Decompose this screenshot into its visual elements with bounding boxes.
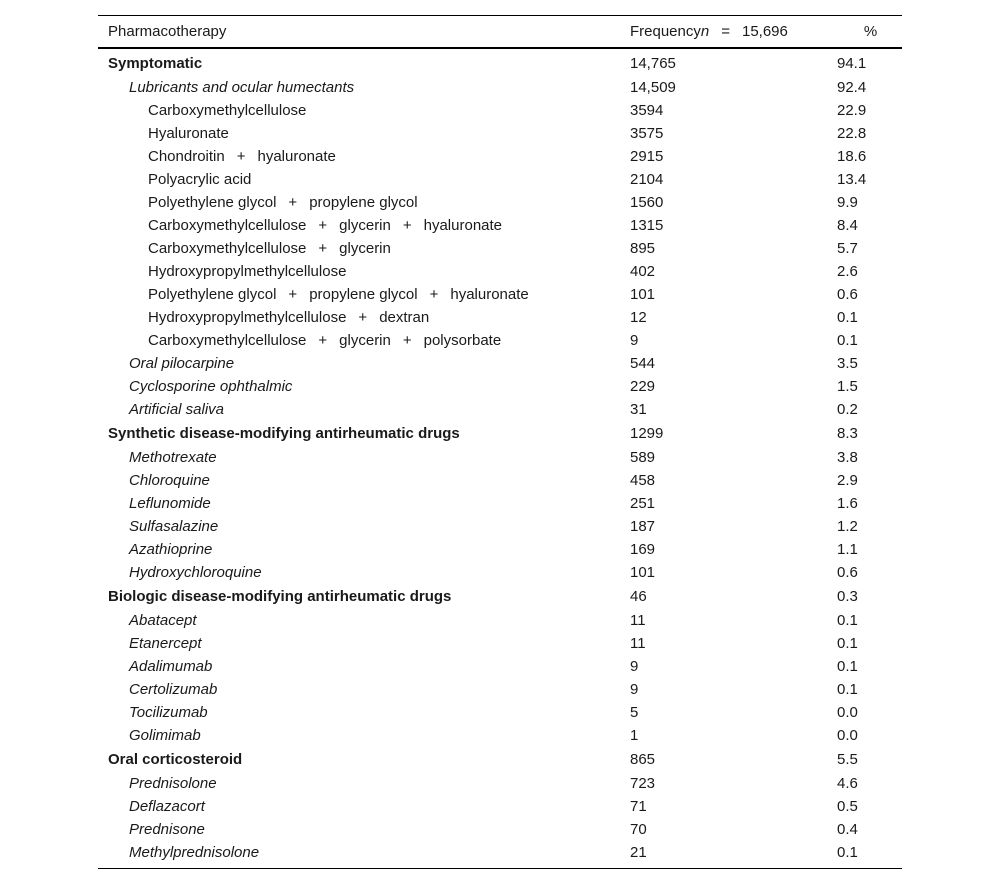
drug-row [98,99,902,122]
pharmacotherapy-name: Artificial saliva [129,401,225,418]
category-row [98,48,902,76]
pharmacotherapy-name: Prednisone [129,821,205,838]
frequency-value: 865 [630,751,656,768]
frequency-value: 229 [630,378,656,395]
subcategory-row [98,446,902,469]
frequency-value: 14,509 [630,79,676,96]
header-row [98,16,902,49]
frequency-value: 2915 [630,148,664,165]
frequency-value: 402 [630,263,656,280]
pharmacotherapy-table-container [98,15,902,869]
frequency-value: 11 [630,612,646,629]
subcategory-row [98,724,902,747]
pharmacotherapy-name [98,283,620,306]
component-name: polysorbate [423,332,502,349]
frequency-value: 14,765 [630,55,676,72]
percent-value: 0.1 [837,612,858,629]
pharmacotherapy-name: Abatacept [129,612,197,629]
frequency-value: 12 [630,309,647,326]
drug-row [98,191,902,214]
percent-value: 1.1 [837,541,858,558]
subcategory-row [98,398,902,421]
plus-sign: + [288,194,298,211]
drug-row [98,214,902,237]
pharmacotherapy-name [98,214,620,237]
header-equals-sign: = [721,23,730,40]
component-name: Polyethylene glycol [148,194,277,211]
drug-row [98,145,902,168]
component-name: Polyethylene glycol [148,286,277,303]
subcategory-row [98,561,902,584]
percent-value: 5.7 [837,240,858,257]
subcategory-row [98,655,902,678]
component-name: propylene glycol [309,286,418,303]
component-name: dextran [379,309,430,326]
frequency-value: 169 [630,541,656,558]
frequency-value: 1299 [630,425,664,442]
subcategory-row [98,632,902,655]
drug-row [98,122,902,145]
percent-value: 0.1 [837,635,858,652]
percent-value: 22.9 [837,102,867,119]
frequency-value: 11 [630,635,646,652]
percent-value: 0.0 [837,727,858,744]
percent-value: 18.6 [837,148,867,165]
pharmacotherapy-name: Oral corticosteroid [108,751,243,768]
pharmacotherapy-name: Biologic disease-modifying antirheumatic drugs [108,588,452,605]
pharmacotherapy-name: Adalimumab [129,658,213,675]
pharmacotherapy-name: Deflazacort [129,798,205,815]
percent-value: 0.1 [837,681,858,698]
pharmacotherapy-name: Lubricants and ocular humectants [129,79,355,96]
percent-value: 0.0 [837,704,858,721]
frequency-value: 21 [630,844,647,861]
frequency-value: 251 [630,495,656,512]
percent-value: 1.6 [837,495,858,512]
frequency-value: 31 [630,401,647,418]
drug-row [98,260,902,283]
subcategory-row [98,795,902,818]
component-name: hyaluronate [423,217,503,234]
percent-value: 3.5 [837,355,858,372]
pharmacotherapy-name: Certolizumab [129,681,218,698]
frequency-value: 589 [630,449,656,466]
pharmacotherapy-name: Tocilizumab [129,704,208,721]
component-name: glycerin [339,240,391,257]
plus-sign: + [429,286,439,303]
pharmacotherapy-name: Cyclosporine ophthalmic [129,378,293,395]
frequency-value: 70 [630,821,647,838]
category-row [98,747,902,772]
pharmacotherapy-table [98,15,902,869]
percent-value: 2.9 [837,472,858,489]
percent-value: 13.4 [837,171,867,188]
drug-row [98,283,902,306]
frequency-value: 1 [630,727,639,744]
header-percent-label: % [863,23,878,40]
subcategory-row [98,352,902,375]
frequency-value: 5 [630,704,639,721]
pharmacotherapy-name: Hydroxypropylmethylcellulose [148,263,347,280]
plus-sign: + [318,332,328,349]
subcategory-row [98,469,902,492]
component-name: Carboxymethylcellulose [148,240,307,257]
pharmacotherapy-name: Hydroxychloroquine [129,564,262,581]
percent-value: 0.1 [837,844,858,861]
pharmacotherapy-name [98,191,620,214]
subcategory-row [98,515,902,538]
component-name: hyaluronate [257,148,336,165]
frequency-value: 3594 [630,102,664,119]
percent-value: 8.3 [837,425,858,442]
percent-value: 0.4 [837,821,858,838]
header-pharmacotherapy-label: Pharmacotherapy [108,23,227,40]
frequency-value: 723 [630,775,656,792]
percent-value: 94.1 [837,55,867,72]
plus-sign: + [318,240,328,257]
pharmacotherapy-name: Golimimab [129,727,201,744]
frequency-value: 9 [630,658,639,675]
percent-value: 9.9 [837,194,858,211]
percent-value: 0.5 [837,798,858,815]
plus-sign: + [236,148,246,165]
header-frequency [620,16,827,49]
percent-value: 92.4 [837,79,867,96]
percent-value: 8.4 [837,217,858,234]
header-pharmacotherapy [98,16,620,49]
subcategory-row [98,841,902,869]
drug-row [98,329,902,352]
pharmacotherapy-name: Azathioprine [129,541,213,558]
percent-value: 0.1 [837,658,858,675]
subcategory-row [98,609,902,632]
table-body [98,48,902,869]
plus-sign: + [358,309,368,326]
pharmacotherapy-name: Polyacrylic acid [148,171,252,188]
percent-value: 0.3 [837,588,858,605]
pharmacotherapy-name: Carboxymethylcellulose [148,102,307,119]
frequency-value: 46 [630,588,647,605]
subcategory-row [98,375,902,398]
frequency-value: 458 [630,472,656,489]
component-name: glycerin [339,332,391,349]
subcategory-row [98,818,902,841]
frequency-value: 2104 [630,171,664,188]
frequency-value: 187 [630,518,656,535]
component-name: Chondroitin [148,148,225,165]
frequency-value: 71 [630,798,647,815]
pharmacotherapy-name: Leflunomide [129,495,211,512]
subcategory-row [98,701,902,724]
frequency-value: 101 [630,564,656,581]
component-name: glycerin [339,217,391,234]
frequency-value: 3575 [630,125,664,142]
drug-row [98,306,902,329]
pharmacotherapy-name: Methylprednisolone [129,844,260,861]
percent-value: 0.2 [837,401,858,418]
pharmacotherapy-name: Hyaluronate [148,125,229,142]
subcategory-row [98,76,902,99]
pharmacotherapy-name [98,145,620,168]
plus-sign: + [288,286,298,303]
frequency-value: 895 [630,240,656,257]
pharmacotherapy-name: Synthetic disease-modifying antirheumatic drugs [108,425,460,442]
drug-row [98,168,902,191]
percent-value: 0.1 [837,309,858,326]
frequency-value: 544 [630,355,656,372]
plus-sign: + [402,332,412,349]
table-header [98,16,902,49]
subcategory-row [98,492,902,515]
frequency-value: 9 [630,681,639,698]
percent-value: 0.1 [837,332,858,349]
header-frequency-label: Frequency [630,23,701,40]
subcategory-row [98,678,902,701]
percent-value: 0.6 [837,286,858,303]
pharmacotherapy-name [98,329,620,352]
header-percent [827,16,902,49]
pharmacotherapy-name: Sulfasalazine [129,518,219,535]
plus-sign: + [318,217,328,234]
frequency-value: 9 [630,332,639,349]
component-name: Carboxymethylcellulose [148,217,307,234]
pharmacotherapy-name [98,237,620,260]
percent-value: 3.8 [837,449,858,466]
category-row [98,421,902,446]
pharmacotherapy-name: Etanercept [129,635,202,652]
percent-value: 1.2 [837,518,858,535]
component-name: Hydroxypropylmethylcellulose [148,309,347,326]
frequency-value: 101 [630,286,656,303]
percent-value: 4.6 [837,775,858,792]
pharmacotherapy-name: Prednisolone [129,775,217,792]
pharmacotherapy-name: Methotrexate [129,449,217,466]
drug-row [98,237,902,260]
pharmacotherapy-name: Chloroquine [129,472,210,489]
component-name: propylene glycol [309,194,418,211]
percent-value: 5.5 [837,751,858,768]
header-n-variable: n [700,23,710,40]
frequency-value: 1560 [630,194,664,211]
pharmacotherapy-name [98,306,620,329]
percent-value: 1.5 [837,378,858,395]
subcategory-row [98,772,902,795]
pharmacotherapy-name: Oral pilocarpine [129,355,235,372]
percent-value: 2.6 [837,263,858,280]
percent-value: 22.8 [837,125,867,142]
component-name: hyaluronate [450,286,529,303]
category-row [98,584,902,609]
component-name: Carboxymethylcellulose [148,332,307,349]
plus-sign: + [402,217,412,234]
percent-value: 0.6 [837,564,858,581]
header-total-n: 15,696 [741,23,788,40]
subcategory-row [98,538,902,561]
pharmacotherapy-name: Symptomatic [108,55,203,72]
frequency-value: 1315 [630,217,664,234]
